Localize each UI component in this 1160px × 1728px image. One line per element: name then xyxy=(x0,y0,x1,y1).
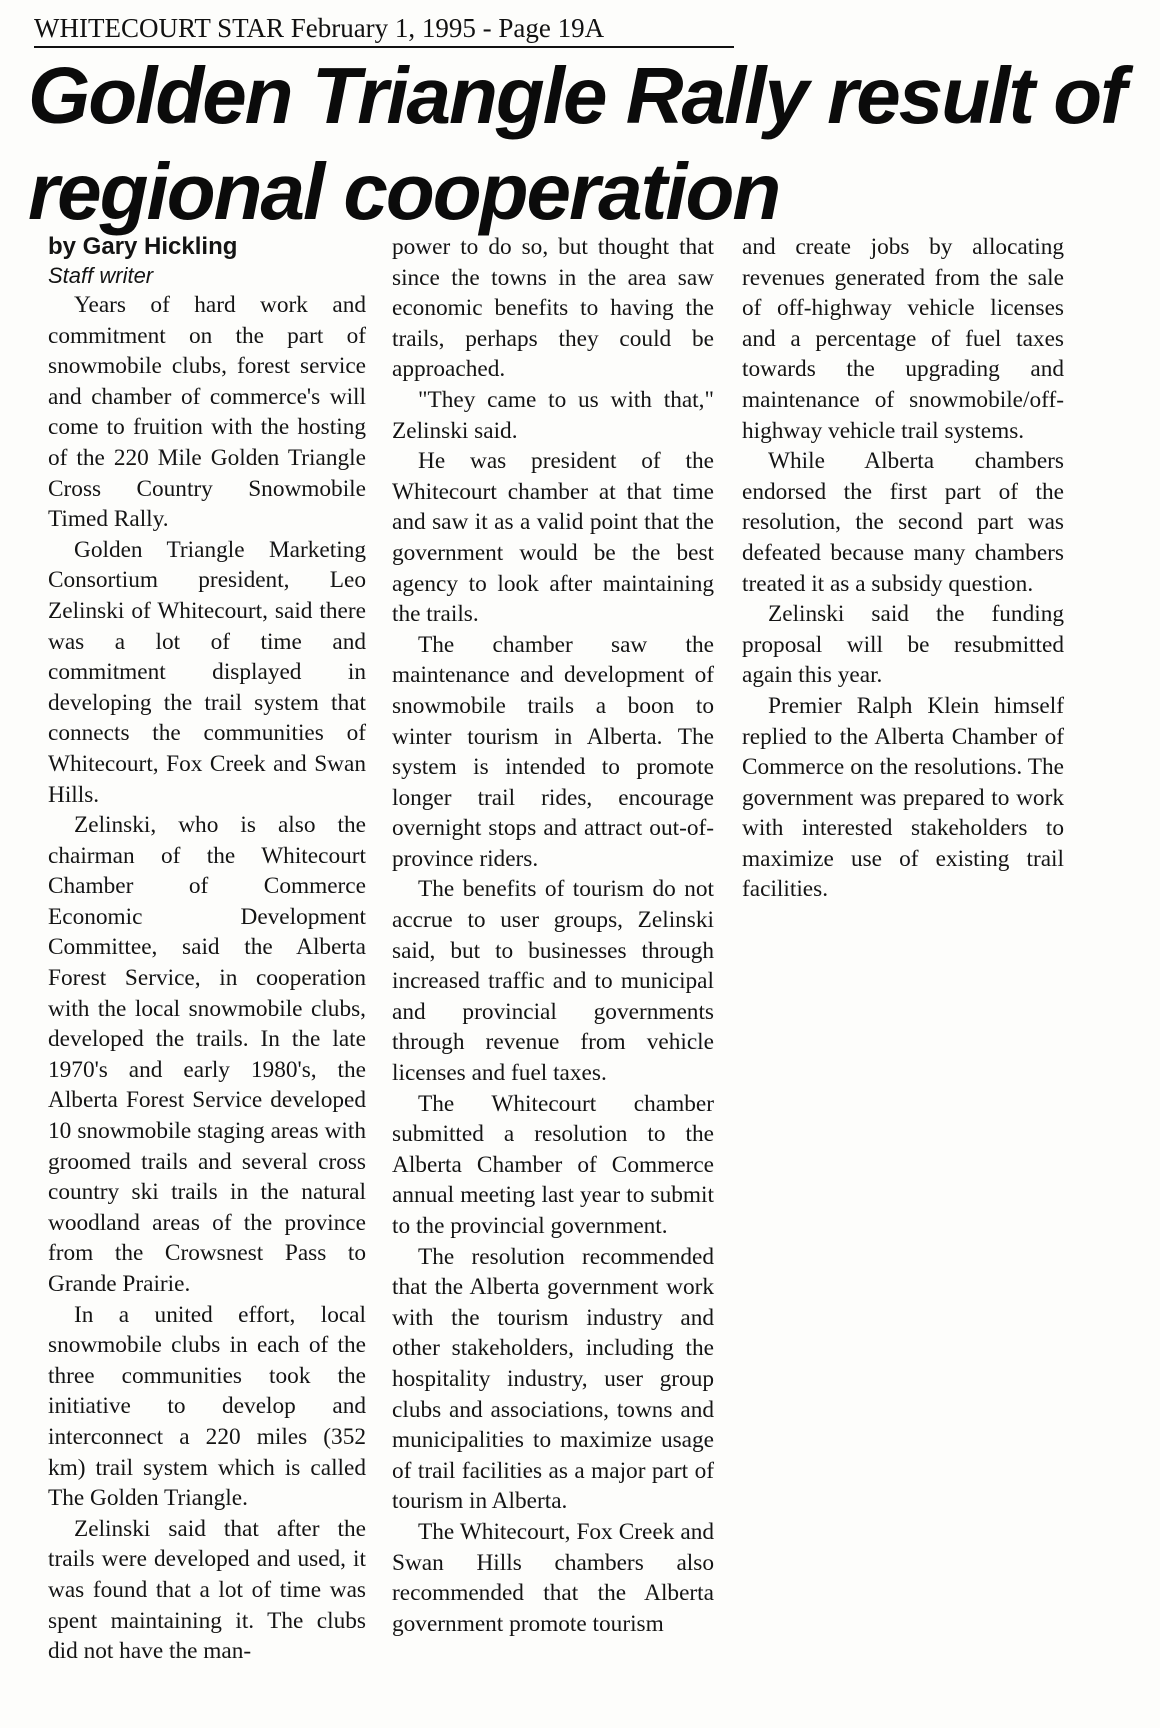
article-column-2 xyxy=(392,232,714,1639)
paragraph: The Whitecourt chamber submitted a resolution to the Alberta Chamber of Commerce annual meeting last year to submit to the provincial government. xyxy=(392,1090,714,1239)
paragraph: Zelinski said that after the trails were developed and used, it was found that a lot of time was spent maintaining it. The clubs did not have the man- xyxy=(48,1515,366,1665)
paragraph: Years of hard work and commitment on the part of snowmobile clubs, forest service and chamber of commerce's will come to fruition with the hosting of the 220 Mile Golden Triangle Cross Country Snowmobile Timed Rally. xyxy=(48,292,366,533)
article-column-1 xyxy=(48,232,366,1667)
article-column-3 xyxy=(742,232,1064,905)
paragraph: The benefits of tourism do not accrue to user groups, Zelinski said, but to businesses through increased traffic and to municipal and provincial governments through revenue from vehicle licenses and fuel taxes. xyxy=(392,876,714,1087)
masthead: WHITECOURT STAR February 1, 1995 - Page 19A xyxy=(34,14,734,48)
paragraph: The resolution recommended that the Alberta government work with the tourism industry and other stakeholders, including the hospitality industry, user group clubs and associations, towns and municipalities to maximize usage of trail facilities as a major part of tourism in Alberta. xyxy=(392,1243,714,1515)
paragraph: While Alberta chambers endorsed the first part of the resolution, the second part was defeated because many chambers treated it as a subsidy question. xyxy=(742,448,1064,597)
paragraph: He was president of the Whitecourt chamber at that time and saw it as a valid point that the government would be the best agency to look after maintaining the trails. xyxy=(392,448,714,628)
paragraph: power to do so, but thought that since the towns in the area saw economic benefits to having the trails, perhaps they could be approached. xyxy=(392,234,714,383)
paragraph: and create jobs by allocating revenues generated from the sale of off-highway vehicle licenses and a percentage of fuel taxes towards the upgrading and maintenance of snowmobile/off-highway vehicle trail systems. xyxy=(742,234,1064,444)
paragraph: The Whitecourt, Fox Creek and Swan Hills chambers also recommended that the Alberta government promote tourism xyxy=(392,1518,714,1637)
paragraph: In a united effort, local snowmobile clubs in each of the three communities took the initiative to develop and interconnect a 220 miles (352 km) trail system which is called The Golden Triangle. xyxy=(48,1301,366,1512)
paragraph: Golden Triangle Marketing Consortium president, Leo Zelinski of Whitecourt, said there was a lot of time and commitment displayed in developing the trail system that connects the communities of Whitecourt, Fox Creek and Swan Hills. xyxy=(48,536,366,808)
paragraph: Zelinski said the funding proposal will be resubmitted again this year. xyxy=(742,601,1064,689)
paragraph: "They came to us with that," Zelinski said. xyxy=(392,386,714,444)
byline-role: Staff writer xyxy=(48,263,154,288)
byline: by Gary Hickling xyxy=(48,233,238,260)
headline: Golden Triangle Rally result of regional cooperation xyxy=(28,51,1125,236)
paragraph: Premier Ralph Klein himself replied to the Alberta Chamber of Commerce on the resolutions. The government was prepared to work with interested stakeholders to maximize use of existing trail facilities. xyxy=(742,692,1064,903)
paragraph: The chamber saw the maintenance and development of snowmobile trails a boon to winter tourism in Alberta. The system is intended to promote longer trail rides, encourage overnight stops and attract out-of-province riders. xyxy=(392,631,714,872)
paragraph: Zelinski, who is also the chairman of the Whitecourt Chamber of Commerce Economic Development Committee, said the Alberta Forest Service, in cooperation with the local snowmobile clubs, developed the trails. In the late 1970's and early 1980's, the Alberta Forest Service developed 10 snowmobile staging areas with groomed trails and several cross country ski trails in the natural woodland areas of the province from the Crowsnest Pass to Grande Prairie. xyxy=(48,812,366,1297)
